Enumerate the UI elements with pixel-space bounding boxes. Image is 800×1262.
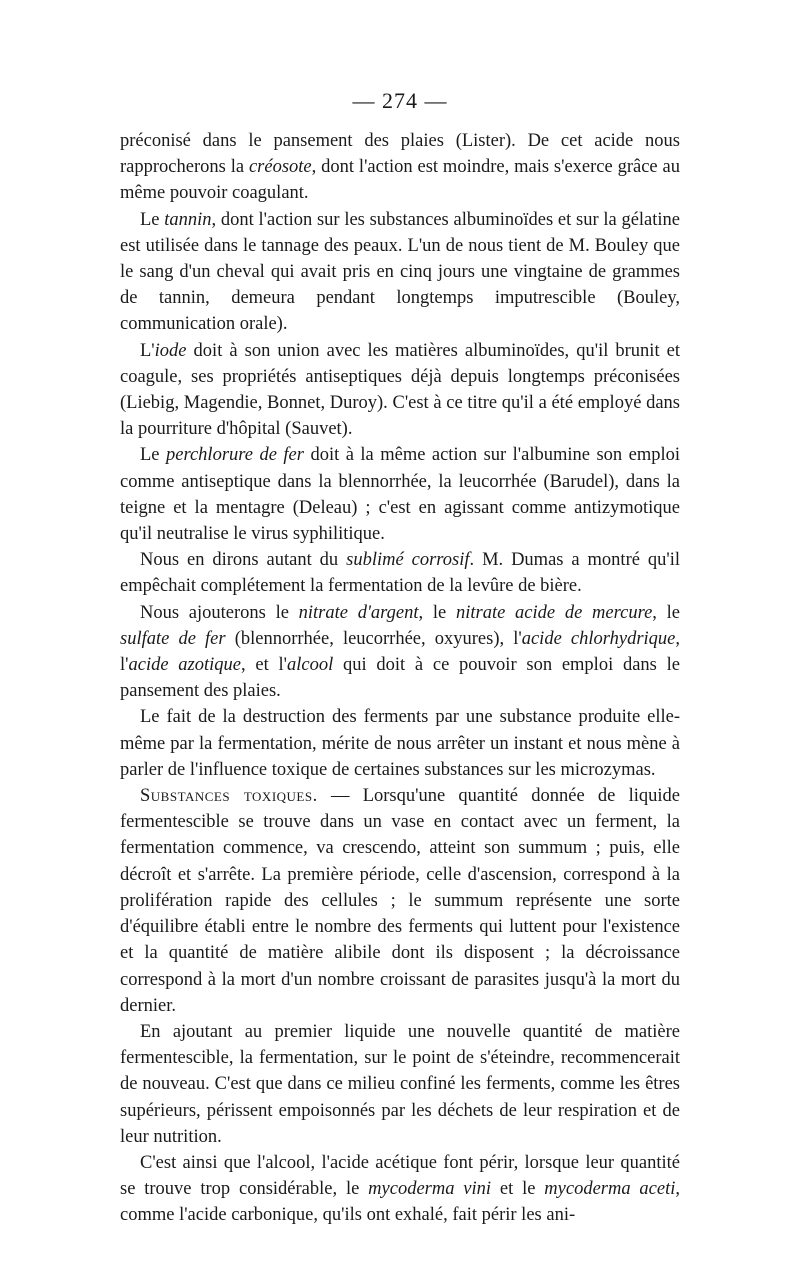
page-number: — 274 — — [352, 88, 448, 113]
paragraph-p3 — [120, 338, 680, 443]
italic-term: perchlorure de fer — [166, 445, 304, 466]
text-run: Le — [140, 445, 166, 466]
italic-term: sublimé corrosif — [346, 550, 470, 571]
text-run: , le — [418, 602, 456, 623]
italic-term: sulfate de fer — [120, 628, 226, 649]
italic-term: nitrate d'argent — [298, 602, 419, 623]
text-run: Nous en dirons autant du — [140, 550, 347, 571]
text-run: et le — [491, 1179, 545, 1200]
text-run: préconisé dans le pansement des plaies (Lister). De cet acide nous rapprocherons la — [120, 131, 680, 178]
italic-term: acide chlorhydrique — [521, 628, 676, 649]
text-run: doit à la même action sur l'albumine son emploi comme antiseptique dans la blennorrhée, la leucorrhée (Barudel), dans la teigne et la mentagre (Deleau) ; c'est en agissant comme antizymotique qu'il neutralise le virus syphilitique. — [120, 445, 680, 545]
text-run: , comme l'acide carbonique, qu'ils ont exhalé, fait périr les ani- — [120, 1179, 681, 1226]
section-heading: Substances toxiques. — [140, 786, 318, 807]
text-run: , dont l'action est moindre, mais s'exerce grâce au même pouvoir coagulant. — [120, 157, 680, 204]
paragraph-p8 — [120, 783, 680, 1019]
text-run: , dont l'action sur les substances albuminoïdes et sur la gélatine est utilisée dans le tannage des peaux. L'un de nous tient de M. Bouley que le sang d'un cheval qui avait pris en cinq jours une vingtaine de grammes de tannin, demeura pendant longtemps imputrescible (Bouley, communication orale). — [120, 209, 680, 335]
text-run: doit à son union avec les matières albuminoïdes, qu'il brunit et coagule, ses propriétés antiseptiques déjà depuis longtemps préconisées (Liebig, Magendie, Bonnet, Duroy). C'est à ce titre qu'il a été employé dans la pourriture d'hôpital (Sauvet). — [120, 340, 680, 440]
italic-term: nitrate acide de mercure — [455, 602, 653, 623]
italic-term: acide azotique — [128, 655, 241, 676]
italic-term: iode — [154, 340, 187, 361]
text-run: Le — [140, 209, 165, 230]
text-run: En ajoutant au premier liquide une nouvelle quantité de matière fermentescible, la fermentation, sur le point de s'éteindre, recommencerait de nouveau. C'est que dans ce milieu confiné les ferments, comme les êtres supérieurs, périssent empoisonnés par les déchets de leur respiration et de leur nutrition. — [120, 1021, 680, 1147]
paragraph-p5 — [120, 547, 680, 599]
paragraph-p4 — [120, 442, 680, 547]
text-run: , et l' — [241, 655, 287, 676]
paragraph-p9 — [120, 1019, 680, 1150]
italic-term: tannin — [164, 209, 212, 230]
body-text — [120, 128, 680, 1229]
text-run: L' — [140, 340, 155, 361]
italic-term: alcool — [286, 655, 334, 676]
paragraph-p10 — [120, 1150, 680, 1229]
text-run: , le — [652, 602, 680, 623]
paragraph-p2 — [120, 207, 680, 338]
text-run: (blennorrhée, leucorrhée, oxyures), l' — [225, 628, 522, 649]
text-run: Le fait de la destruction des ferments par une substance produite elle-même par la fermentation, mérite de nous arrêter un instant et nous mène à parler de l'influence toxique de certaines substances sur les microzymas. — [120, 707, 680, 780]
paragraph-p6 — [120, 600, 680, 705]
text-run: C'est ainsi que l'alcool, l'acide acétique font périr, lorsque leur quantité se trouve trop considérable, le — [120, 1152, 680, 1200]
italic-term: mycoderma vini — [368, 1179, 492, 1200]
book-page — [120, 88, 680, 1229]
text-run: . M. Dumas a montré qu'il empêchait complétement la fermentation de la levûre de bière. — [120, 550, 680, 597]
text-run: qui doit à ce pouvoir son emploi dans le pansement des plaies. — [120, 655, 680, 702]
text-run: Nous ajouterons le — [140, 602, 299, 623]
paragraph-p1 — [120, 128, 680, 207]
paragraph-p7 — [120, 704, 680, 783]
italic-term: mycoderma aceti — [544, 1179, 676, 1200]
text-run: — Lorsqu'une quantité donnée de liquide fermentescible se trouve dans un vase en contact avec un ferment, la fermentation commence, va crescendo, atteint son summum ; puis, elle décroît et s'arrête. La première période, celle d'ascension, correspond à la prolifération rapide des cellules ; le summum représente une sorte d'équilibre établi entre le nombre des ferments qui luttent pour l'existence et la quantité de matière alibile dont ils disposent ; la décroissance correspond à la mort d'un nombre croissant de parasites jusqu'à la mort du dernier. — [120, 786, 681, 1016]
italic-term: créosote — [248, 157, 312, 178]
text-run: , l' — [120, 628, 681, 676]
